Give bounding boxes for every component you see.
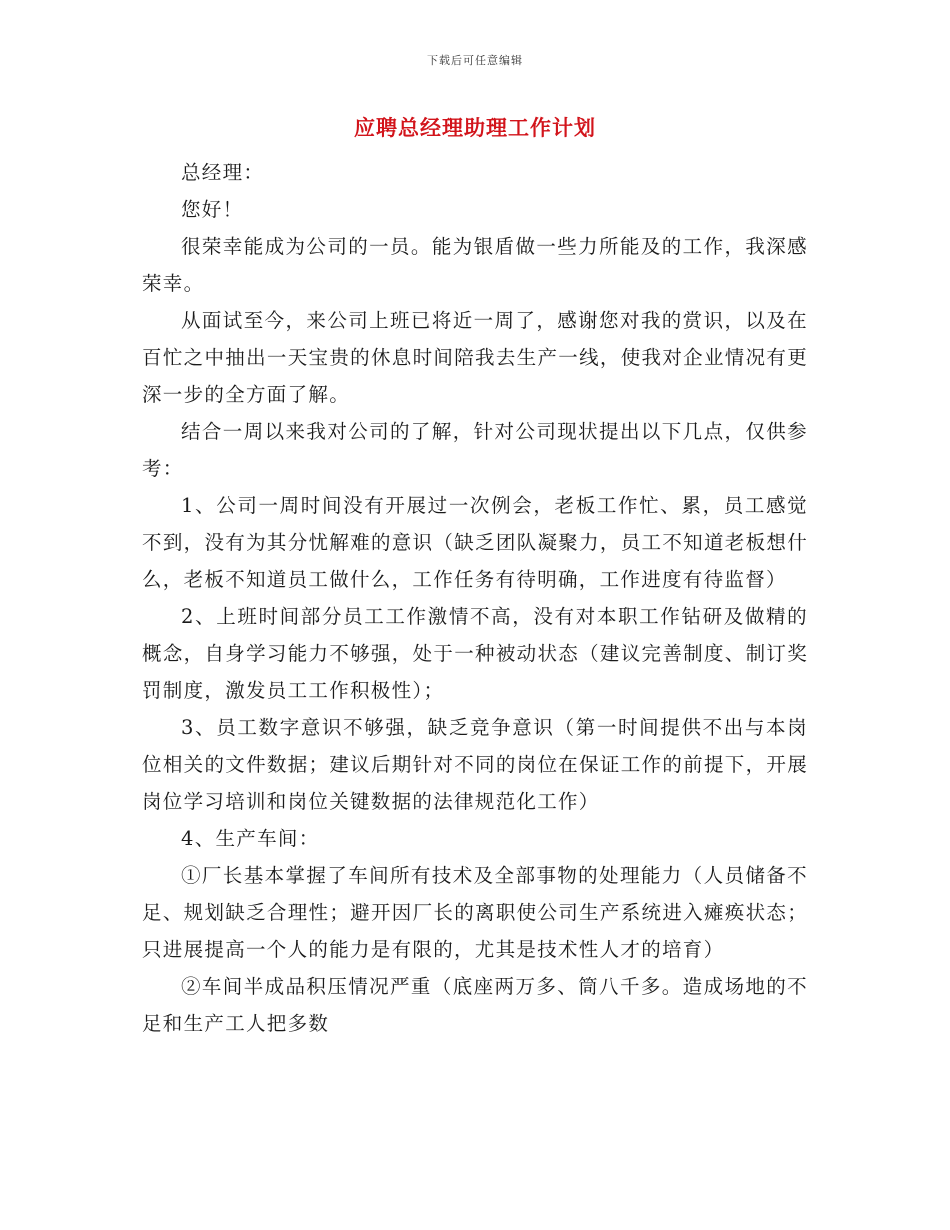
list-item: 2、上班时间部分员工工作激情不高，没有对本职工作钻研及做精的概念，自身学习能力不够强，处于一种被动状态（建议完善制度、制订奖罚制度，激发员工工作积极性）； xyxy=(142,605,808,702)
salutation: 总经理： xyxy=(181,161,265,184)
paragraph: 从面试至今，来公司上班已将近一周了，感谢您对我的赏识，以及在百忙之中抽出一天宝贵的休息时间陪我去生产一线，使我对企业情况有更深一步的全方面了解。 xyxy=(142,309,808,406)
list-item: 3、员工数字意识不够强，缺乏竞争意识（第一时间提供不出与本岗位相关的文件数据；建议后期针对不同的岗位在保证工作的前提下，开展岗位学习培训和岗位关键数据的法律规范化工作） xyxy=(142,716,808,813)
header-note: 下载后可任意编辑 xyxy=(427,54,523,67)
list-item: 4、生产车间： xyxy=(181,827,320,850)
list-item: 1、公司一周时间没有开展过一次例会，老板工作忙、累，员工感觉不到，没有为其分忧解难的意识（缺乏团队凝聚力，员工不知道老板想什么，老板不知道员工做什么，工作任务有待明确，工作进度有待监督） xyxy=(142,494,808,591)
sub-list-item: ①厂长基本掌握了车间所有技术及全部事物的处理能力（人员储备不足、规划缺乏合理性；避开因厂长的离职使公司生产系统进入瘫痪状态；只进展提高一个人的能力是有限的，尤其是技术性人才的培育） xyxy=(142,864,808,961)
document-body xyxy=(142,154,808,1042)
paragraph: 结合一周以来我对公司的了解，针对公司现状提出以下几点，仅供参考： xyxy=(142,420,808,480)
sub-list-item: ②车间半成品积压情况严重（底座两万多、筒八千多。造成场地的不足和生产工人把多数 xyxy=(142,975,808,1035)
paragraph: 很荣幸能成为公司的一员。能为银盾做一些力所能及的工作，我深感荣幸。 xyxy=(142,235,808,295)
document-title: 应聘总经理助理工作计划 xyxy=(354,115,596,140)
greeting: 您好！ xyxy=(181,198,244,221)
